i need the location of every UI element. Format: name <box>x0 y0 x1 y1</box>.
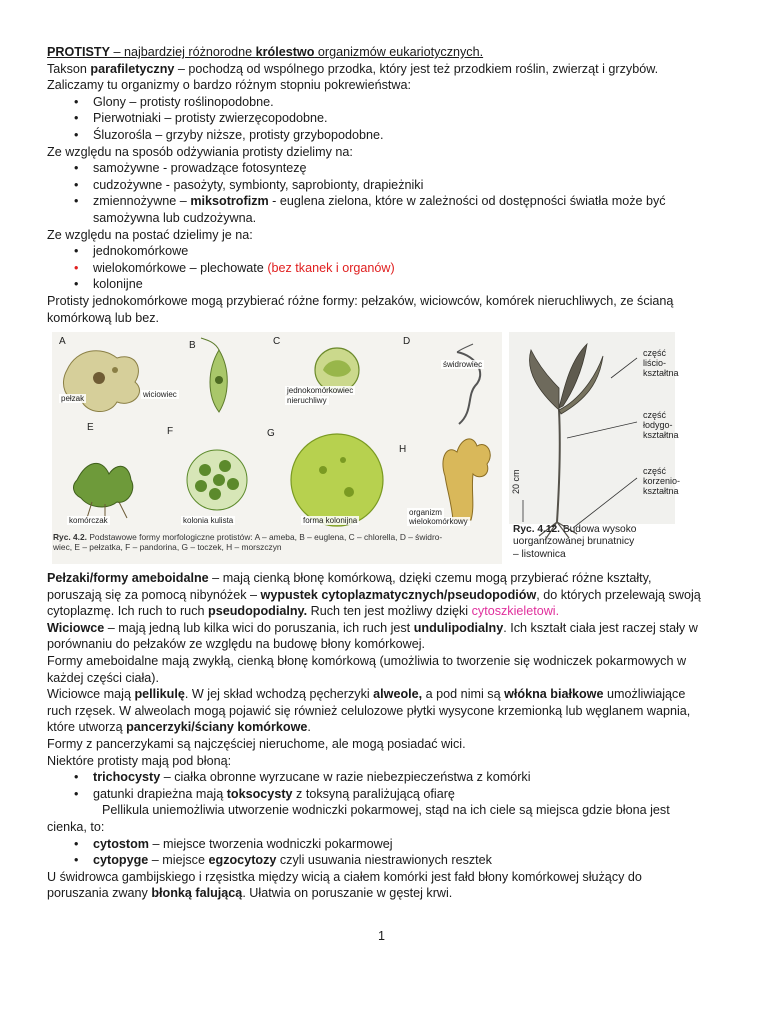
pandorina-cell <box>219 460 231 472</box>
letter-b: B <box>189 340 196 352</box>
volvox-colony <box>291 434 383 526</box>
cytostom-list <box>47 836 723 869</box>
list-item: • cytostom – miejsce tworzenia wodniczki pokarmowej <box>93 836 723 853</box>
label-pelzak: pełzak <box>61 394 85 404</box>
list-item: • cytopyge – miejsce egzocytozy czyli usuwania niestrawionych resztek <box>93 852 723 869</box>
list-item: • trichocysty – ciałka obronne wyrzucane w razie niebezpieczeństwa z komórki <box>93 769 723 786</box>
letter-g: G <box>267 428 275 440</box>
document-body <box>47 44 723 902</box>
list-item: • Glony – protisty roślinopodobne. <box>93 94 723 111</box>
figure-right-caption: Ryc. 4.12. Budowa wysoko uorganizowanej brunatnicy – listownica <box>513 524 637 560</box>
swidrowiec-line-2: poruszania zwany błonką falującą. Ułatwia on poruszanie w gęstej krwi. <box>47 886 453 901</box>
letter-e: E <box>87 422 94 434</box>
label-forma-kolonijna: forma kolonijna <box>303 516 358 526</box>
label-liscio: liścio- <box>643 358 667 369</box>
list-item: • wielokomórkowe – plechowate (bez tkanek i organów) <box>93 260 723 277</box>
figure-left-caption: Ryc. 4.2. Podstawowe formy morfologiczne protistów: A – ameba, B – euglena, C – chlorella, D – świdro- wiec, E – pełzatka, F – pandorina, G – toczek, H – morszczyn <box>53 532 443 553</box>
pellikula-line-3: które utworzą pancerzyki/ściany komórkowe. <box>47 720 311 735</box>
title-word: PROTISTY <box>47 45 110 59</box>
label-swidrowiec: świdrowiec <box>443 360 483 370</box>
label-wielokomorkowy: wielokomórkowy <box>409 517 468 527</box>
odzywianie-line: Ze względu na sposób odżywiania protisty dzielimy na: <box>47 144 353 159</box>
wiciowce-line-2: porównaniu do pełzaków ze względu na budowę błony komórkowej. <box>47 637 426 652</box>
pandorina-cell <box>209 488 221 500</box>
letter-c: C <box>273 336 281 348</box>
label-komorczak: komórczak <box>69 516 108 526</box>
form-list <box>47 243 723 293</box>
label-nieruchliwy: nieruchliwy <box>287 396 327 406</box>
volvox-daughter <box>340 457 346 463</box>
nutrition-list <box>47 160 723 226</box>
pandorina-cell <box>195 480 207 492</box>
label-wiciowiec: wiciowiec <box>143 390 177 400</box>
pellikula-note: Pellikula uniemożliwia utworzenie wodniczki pokarmowej, stąd na ich ciele są miejsca gdzie błona jest <box>102 803 670 818</box>
volvox-daughter <box>344 487 354 497</box>
formy-line-2: komórkową lub bez. <box>47 310 159 325</box>
label-ksztaltna: kształtna <box>643 486 679 497</box>
pelzaki-line-1: Pełzaki/formy ameboidalne – mają cienką błonę komórkową, dzięki czemu mogą przybierać różne kształty, <box>47 571 652 586</box>
label-jednokomorkowiec: jednokomórkowiec <box>287 386 354 396</box>
takson-line: Takson parafiletyczny – pochodzą od wspólnego przodka, który jest też przodkiem roślin, zwierząt i grzybów. <box>47 61 659 76</box>
ameba-nucleus <box>93 372 105 384</box>
letter-d: D <box>403 336 411 348</box>
formy-line-1: Protisty jednokomórkowe mogą przybierać różne formy: pełzaków, wiciowców, komórek nieruchliwych, ze ścianą <box>47 293 674 308</box>
amebo-line-2: każdej części ciała). <box>47 670 159 685</box>
organelles-list <box>47 769 723 802</box>
groups-list <box>47 94 723 144</box>
list-item: • gatunki drapieżna mają toksocysty z toksyną paraliżującą ofiarę <box>93 786 723 803</box>
pancerz-line: Formy z pancerzykami są najczęściej nieruchome, ale mogą posiadać wici. <box>47 737 466 752</box>
pelzaki-line-3: cytoplazmę. Ich ruch to ruch pseudopodialny. Ruch ten jest możliwy dzięki cytoszkieletowi. <box>47 604 560 619</box>
pellikula-line-2: ruch rzęsek. W alweolach mogą pojawić się również celulozowe płytki wysycone krzemionką lub węglanem wapnia, <box>47 703 691 718</box>
list-item: • Pierwotniaki – protisty zwierzęcopodobne. <box>93 110 723 127</box>
list-item: • kolonijne <box>93 276 723 293</box>
label-ksztaltna: kształtna <box>643 430 679 441</box>
title-line: PROTISTY – najbardziej różnorodne królestwo organizmów eukariotycznych. <box>47 45 484 59</box>
volvox-daughter <box>319 466 327 474</box>
pellikula-line-1: Wiciowce mają pellikulę. W jej skład wchodzą pęcherzyki alweole, a pod nimi są włókna białkowe umożliwiające <box>47 687 686 702</box>
pandorina-cell <box>227 478 239 490</box>
list-item: • Śluzorośla – grzyby niższe, protisty grzybopodobne. <box>93 127 723 144</box>
page-number: 1 <box>378 929 386 943</box>
letter-h: H <box>399 444 407 456</box>
list-item: • samożywne - prowadzące fotosyntezę <box>93 160 723 177</box>
swidrowiec-line-1: U świdrowca gambijskiego i rzęsistka między wicią a ciałem komórki jest fałd błony komórkowej służący do <box>47 869 642 884</box>
amebo-line-1: Formy ameboidalne mają zwykłą, cienką błonę komórkową (umożliwia to tworzenie się wodniczek pokarmowych w <box>47 654 687 669</box>
letter-f: F <box>167 426 174 438</box>
label-ksztaltna: kształtna <box>643 368 679 379</box>
pandorina-cell <box>213 474 225 486</box>
ameba-vacuole <box>112 367 118 373</box>
letter-a: A <box>59 336 66 348</box>
label-czesc: część <box>643 466 667 477</box>
label-czesc: część <box>643 348 667 359</box>
figure-area <box>47 330 723 566</box>
label-kolonia: kolonia kulista <box>183 516 234 526</box>
postac-line: Ze względu na postać dzielimy je na: <box>47 227 253 242</box>
wiciowce-line-1: Wiciowce – mają jedną lub kilka wici do poruszania, ich ruch jest undulipodialny. Ich kształt ciała jest raczej stały w <box>47 620 698 635</box>
label-korzenio: korzenio- <box>643 476 681 487</box>
list-item: • cudzożywne - pasożyty, symbionty, saprobionty, drapieżniki <box>93 177 723 194</box>
list-item: • zmiennożywne – miksotrofizm - euglena zielona, które w zależności od dostępności światła może być samożywna lub cudzożywna. <box>93 193 723 226</box>
label-organizm: organizm <box>409 508 442 518</box>
list-item: • jednokomórkowe <box>93 243 723 260</box>
pandorina-cell <box>199 464 211 476</box>
pelzaki-line-2: poruszają się za pomocą nibynóżek – wypustek cytoplazmatycznych/pseudopodiów, do których przelewają swoją <box>47 587 701 602</box>
label-czesc: część <box>643 410 667 421</box>
label-lodygo: łodygo- <box>643 420 673 431</box>
euglena-chloroplast <box>215 376 223 384</box>
label-scale: 20 cm <box>511 469 521 495</box>
cienka-line: cienka, to: <box>47 820 105 834</box>
zaliczamy-line: Zaliczamy tu organizmy o bardzo różnym stopniu pokrewieństwa: <box>47 78 411 93</box>
niektore-line: Niektóre protisty mają pod błoną: <box>47 753 232 768</box>
